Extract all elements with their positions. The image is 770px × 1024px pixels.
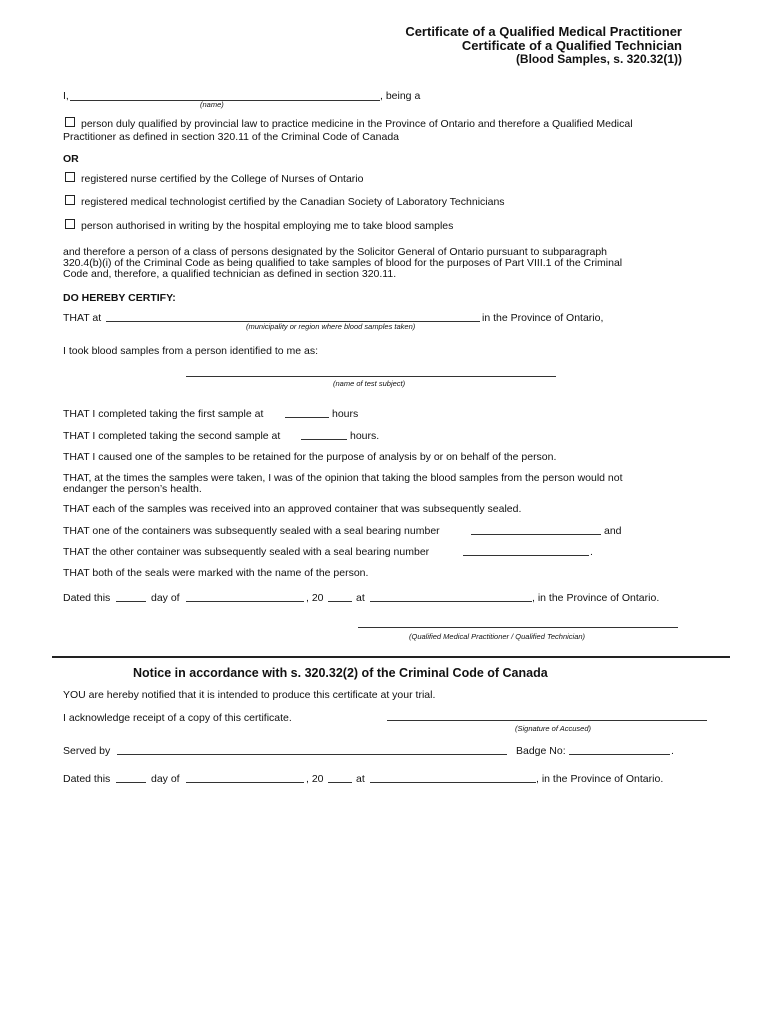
- seals-marked-text: THAT both of the seals were marked with the name of the person.: [63, 567, 369, 579]
- practitioner-text-cont: Practitioner as defined in section 320.11 of the Criminal Code of Canada: [63, 131, 400, 143]
- signature-caption: (Qualified Medical Practitioner / Qualified Technician): [409, 632, 586, 641]
- practitioner-checkbox[interactable]: [65, 117, 75, 127]
- seal-other-end: .: [590, 546, 593, 558]
- notice-at-label: at: [356, 773, 365, 785]
- seal-other-text: THAT the other container was subsequently sealed with a seal bearing number: [63, 546, 430, 558]
- subject-caption: (name of test subject): [333, 379, 406, 388]
- notice-heading: Notice in accordance with s. 320.32(2) of the Criminal Code of Canada: [133, 666, 548, 680]
- nurse-checkbox[interactable]: [65, 172, 75, 182]
- first-sample-time-field[interactable]: [285, 417, 329, 418]
- seal-one-number-field[interactable]: [471, 534, 601, 535]
- first-sample-text: THAT I completed taking the first sample at: [63, 408, 264, 420]
- container-text: THAT each of the samples was received into an approved container that was subsequently sealed.: [63, 503, 522, 515]
- seal-one-and: and: [604, 525, 622, 537]
- year-prefix-label: , 20: [306, 592, 324, 604]
- name-caption: (name): [200, 100, 224, 109]
- cert-month-field[interactable]: [186, 601, 304, 602]
- authorised-checkbox[interactable]: [65, 219, 75, 229]
- designation-line-1: and therefore a person of a class of persons designated by the Solicitor General of Ontario pursuant to subparagraph: [63, 246, 608, 258]
- served-by-field[interactable]: [117, 754, 507, 755]
- notified-text: YOU are hereby notified that it is intended to produce this certificate at your trial.: [63, 689, 436, 701]
- first-hours-text: hours: [332, 408, 359, 420]
- title-technician: Certificate of a Qualified Technician: [461, 38, 682, 53]
- served-by-label: Served by: [63, 745, 111, 757]
- badge-end: .: [671, 745, 674, 757]
- second-sample-time-field[interactable]: [301, 439, 347, 440]
- cert-place-field[interactable]: [370, 601, 532, 602]
- in-province-text: in the Province of Ontario,: [482, 312, 604, 324]
- notice-day-of-label: day of: [151, 773, 180, 785]
- title-practitioner: Certificate of a Qualified Medical Practitioner: [405, 24, 682, 39]
- notice-in-ontario-text: , in the Province of Ontario.: [536, 773, 664, 785]
- certify-heading: DO HEREBY CERTIFY:: [63, 292, 176, 304]
- technologist-text: registered medical technologist certified by the Canadian Society of Laboratory Technicians: [81, 196, 505, 208]
- accused-caption: (Signature of Accused): [515, 724, 592, 733]
- title-section: (Blood Samples, s. 320.32(1)): [515, 52, 682, 66]
- accused-signature-field[interactable]: [387, 720, 707, 721]
- test-subject-field[interactable]: [186, 376, 556, 377]
- cert-day-field[interactable]: [116, 601, 146, 602]
- nurse-text: registered nurse certified by the College of Nurses of Ontario: [81, 173, 364, 185]
- badge-no-field[interactable]: [569, 754, 670, 755]
- notice-place-field[interactable]: [370, 782, 536, 783]
- second-sample-text: THAT I completed taking the second sample at: [63, 430, 281, 442]
- that-at-label: THAT at: [63, 312, 102, 324]
- seal-one-text: THAT one of the containers was subsequently sealed with a seal bearing number: [63, 525, 440, 537]
- opinion-text-1: THAT, at the times the samples were taken, I was of the opinion that taking the blood samples from the person would not: [63, 472, 623, 484]
- notice-year-field[interactable]: [328, 782, 352, 783]
- cert-year-field[interactable]: [328, 601, 352, 602]
- notice-month-field[interactable]: [186, 782, 304, 783]
- section-divider: [52, 656, 730, 658]
- acknowledge-text: I acknowledge receipt of a copy of this certificate.: [63, 712, 292, 724]
- municipality-caption: (municipality or region where blood samples taken): [246, 322, 416, 331]
- badge-no-label: Badge No:: [516, 745, 566, 757]
- technologist-checkbox[interactable]: [65, 195, 75, 205]
- practitioner-signature-field[interactable]: [358, 627, 678, 628]
- second-hours-text: hours.: [350, 430, 380, 442]
- designation-line-3: Code and, therefore, a qualified technician as defined in section 320.11.: [63, 268, 397, 280]
- opinion-text-2: endanger the person’s health.: [63, 483, 202, 495]
- at-label: at: [356, 592, 365, 604]
- in-ontario-text: , in the Province of Ontario.: [532, 592, 660, 604]
- notice-dated-this-label: Dated this: [63, 773, 111, 785]
- day-of-label: day of: [151, 592, 180, 604]
- notice-day-field[interactable]: [116, 782, 146, 783]
- notice-year-prefix-label: , 20: [306, 773, 324, 785]
- being-a-text: , being a: [380, 90, 421, 102]
- or-label: OR: [63, 153, 79, 165]
- designation-line-2: 320.4(b)(i) of the Criminal Code as being qualified to take samples of blood for the purposes of Part VIII.1 of the Criminal: [63, 257, 623, 269]
- retained-text: THAT I caused one of the samples to be retained for the purpose of analysis by or on behalf of the person.: [63, 451, 557, 463]
- name-field[interactable]: [70, 100, 380, 101]
- dated-this-label: Dated this: [63, 592, 111, 604]
- practitioner-text: person duly qualified by provincial law to practice medicine in the Province of Ontario and therefore a Qualified Medical: [81, 118, 633, 130]
- authorised-text: person authorised in writing by the hospital employing me to take blood samples: [81, 220, 454, 232]
- i-label: I,: [63, 90, 69, 102]
- took-samples-text: I took blood samples from a person identified to me as:: [63, 345, 319, 357]
- seal-other-number-field[interactable]: [463, 555, 589, 556]
